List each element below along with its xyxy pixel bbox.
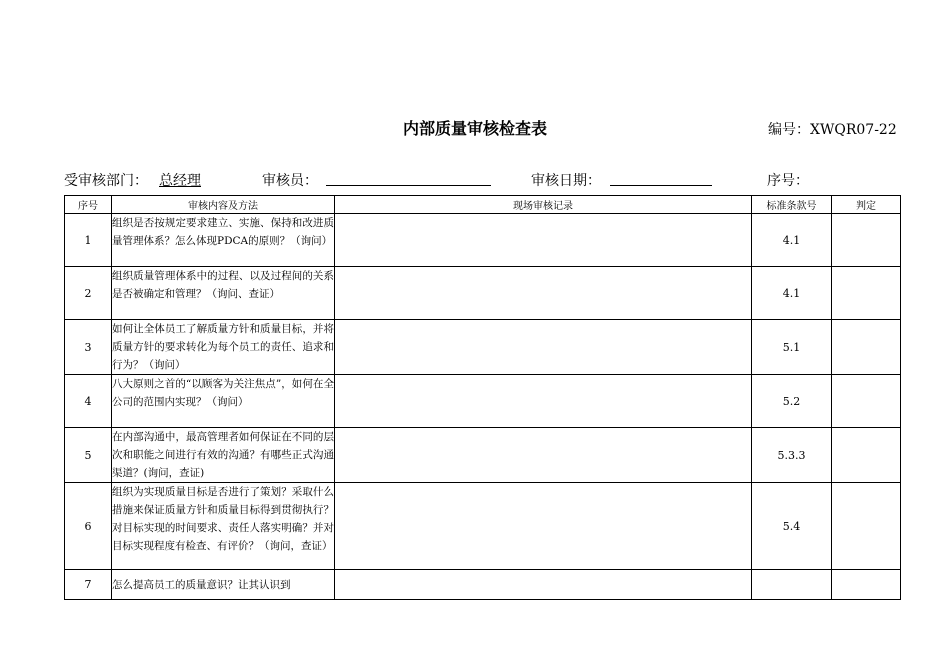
auditor-label: 审核员： (262, 173, 318, 189)
row-number: 2 (65, 267, 112, 320)
record-cell[interactable] (335, 214, 752, 267)
row-number: 7 (65, 570, 112, 600)
table-row (65, 214, 901, 267)
document-number: 编号：XWQR07-22 (768, 122, 897, 138)
audit-content: 组织为实现质量目标是否进行了策划？采取什么措施来保证质量方针和质量目标得到贯彻执行？对目标实现的时间要求、责任人落实明确？并对目标实现程度有检查、有评价？（询问，查证） (112, 483, 335, 570)
audit-content: 如何让全体员工了解质量方针和质量目标，并将质量方针的要求转化为每个员工的责任、追求和行为？（询问） (112, 320, 335, 375)
clause-number: 5.2 (752, 375, 832, 428)
row-number: 1 (65, 214, 112, 267)
col-header-content: 审核内容及方法 (112, 196, 335, 214)
table-row (65, 320, 901, 375)
col-header-judgment: 判定 (832, 196, 901, 214)
col-header-no: 序号 (65, 196, 112, 214)
audit-meta-row (64, 170, 900, 190)
judgment-cell[interactable] (832, 267, 901, 320)
judgment-cell[interactable] (832, 375, 901, 428)
judgment-cell[interactable] (832, 428, 901, 483)
clause-number: 5.3.3 (752, 428, 832, 483)
audit-content: 组织是否按规定要求建立、实施、保持和改进质量管理体系？怎么体现PDCA的原则？（询问） (112, 214, 335, 267)
row-number: 5 (65, 428, 112, 483)
audit-content: 在内部沟通中，最高管理者如何保证在不同的层次和职能之间进行有效的沟通？有哪些正式沟通渠道？(询问，查证) (112, 428, 335, 483)
sequence-label: 序号： (767, 173, 809, 189)
record-cell[interactable] (335, 320, 752, 375)
record-cell[interactable] (335, 428, 752, 483)
audit-content: 怎么提高员工的质量意识？让其认识到 (112, 570, 335, 600)
judgment-cell[interactable] (832, 320, 901, 375)
table-row (65, 483, 901, 570)
document-title: 内部质量审核检查表 (402, 119, 547, 138)
col-header-clause: 标准条款号 (752, 196, 832, 214)
row-number: 3 (65, 320, 112, 375)
table-row (65, 267, 901, 320)
dept-value: 总经理 (159, 173, 201, 189)
record-cell[interactable] (335, 483, 752, 570)
clause-number: 5.1 (752, 320, 832, 375)
row-number: 4 (65, 375, 112, 428)
col-header-record: 现场审核记录 (335, 196, 752, 214)
clause-number (752, 570, 832, 600)
judgment-cell[interactable] (832, 214, 901, 267)
table-row (65, 428, 901, 483)
table-row (65, 570, 901, 600)
audit-content: 八大原则之首的“以顾客为关注焦点”，如何在全公司的范围内实现？（询问） (112, 375, 335, 428)
record-cell[interactable] (335, 570, 752, 600)
dept-label: 受审核部门： (64, 173, 148, 189)
judgment-cell[interactable] (832, 570, 901, 600)
clause-number: 4.1 (752, 267, 832, 320)
auditor-blank-line (326, 185, 491, 186)
audit-date-label: 审核日期： (531, 173, 601, 189)
record-cell[interactable] (335, 267, 752, 320)
clause-number: 4.1 (752, 214, 832, 267)
judgment-cell[interactable] (832, 483, 901, 570)
row-number: 6 (65, 483, 112, 570)
record-cell[interactable] (335, 375, 752, 428)
audit-date-blank-line (610, 185, 712, 186)
clause-number: 5.4 (752, 483, 832, 570)
table-header-row (65, 196, 901, 214)
table-row (65, 375, 901, 428)
audit-content: 组织质量管理体系中的过程、以及过程间的关系是否被确定和管理？（询问、查证） (112, 267, 335, 320)
audit-checklist-table (64, 195, 901, 600)
